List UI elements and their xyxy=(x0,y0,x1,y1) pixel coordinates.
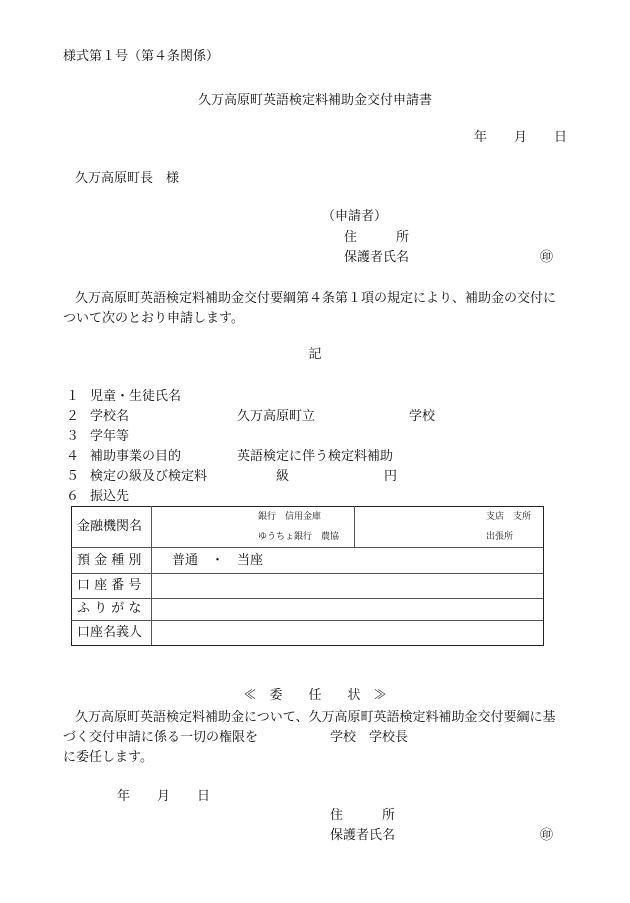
table-row-divider xyxy=(71,620,543,621)
item-3-label: 学年等 xyxy=(90,429,130,444)
delegation-address-label: 住 所 xyxy=(330,808,396,823)
table-column-divider xyxy=(151,506,152,645)
item-5-label: 検定の級及び検定料 xyxy=(90,469,208,484)
furigana-label: ふ り が な xyxy=(77,601,142,616)
table-branch-divider xyxy=(354,506,355,547)
delegation-guardian-label: 保護者氏名 xyxy=(330,828,396,843)
form-number: 様式第１号（第４条関係） xyxy=(63,49,220,64)
applicant-guardian-label: 保護者氏名 xyxy=(344,250,410,265)
item-5-suffix: 円 xyxy=(384,469,398,484)
item-2-value: 久万高原町立 xyxy=(237,409,316,424)
item-4-label: 補助事業の目的 xyxy=(90,449,182,464)
item-6-number: ６ xyxy=(66,489,80,504)
deposit-type-value: 普通 ・ 当座 xyxy=(172,553,264,568)
item-3-number: ３ xyxy=(66,429,80,444)
item-2-suffix: 学校 xyxy=(409,409,436,424)
branch-types-line-2: 出張所 xyxy=(486,532,514,542)
document-title: 久万高原町英語検定料補助金交付申請書 xyxy=(197,93,432,108)
item-2-number: ２ xyxy=(66,409,80,424)
deposit-type-label: 預 金 種 別 xyxy=(77,553,142,568)
date-day: 日 xyxy=(554,130,568,145)
item-1-number: １ xyxy=(66,389,80,404)
account-number-label: 口 座 番 号 xyxy=(77,578,142,593)
item-4-value: 英語検定に伴う検定料補助 xyxy=(237,449,394,464)
body-line-2: ついて次のとおり申請します。 xyxy=(63,311,244,326)
item-5-value: 級 xyxy=(276,469,290,484)
delegation-year: 年 xyxy=(117,789,131,804)
item-1-label: 児童・生徒氏名 xyxy=(90,389,182,404)
institution-label: 金融機関名 xyxy=(77,519,143,534)
seal-mark: ㊞ xyxy=(540,250,554,265)
table-row-divider xyxy=(71,598,543,599)
delegation-line-1: 久万高原町英語検定料補助金について、久万高原町英語検定料補助金交付要綱に基 xyxy=(75,710,556,725)
applicant-address-label: 住 所 xyxy=(344,230,410,245)
date-year: 年 xyxy=(474,130,488,145)
delegation-title: ≪ 委 任 状 ≫ xyxy=(243,688,387,703)
delegation-day: 日 xyxy=(197,789,211,804)
table-row-divider xyxy=(71,547,543,548)
item-4-number: ４ xyxy=(66,449,80,464)
branch-types-line-1: 支店 支所 xyxy=(486,512,532,522)
delegation-month: 月 xyxy=(157,789,171,804)
table-row-divider xyxy=(71,573,543,574)
body-line-1: 久万高原町英語検定料補助金交付要綱第４条第１項の規定により、補助金の交付に xyxy=(75,291,557,306)
date-month: 月 xyxy=(514,130,528,145)
account-holder-label: 口座名義人 xyxy=(77,625,143,640)
ki-heading: 記 xyxy=(308,347,322,362)
seal-mark: ㊞ xyxy=(540,828,554,843)
bank-types-line-1: 銀行 信用金庫 xyxy=(258,512,322,522)
delegation-line-3: に委任します。 xyxy=(63,750,153,765)
delegation-line-2-prefix: づく交付申請に係る一切の権限を xyxy=(63,730,259,745)
item-2-label: 学校名 xyxy=(90,409,130,424)
addressee: 久万高原町長 様 xyxy=(75,171,180,186)
delegation-line-2-suffix: 学校 学校長 xyxy=(330,730,409,745)
applicant-heading: （申請者） xyxy=(322,209,388,224)
item-5-number: ５ xyxy=(66,469,80,484)
item-6-label: 振込先 xyxy=(90,489,130,504)
bank-types-line-2: ゆうちょ銀行 農協 xyxy=(258,532,340,542)
